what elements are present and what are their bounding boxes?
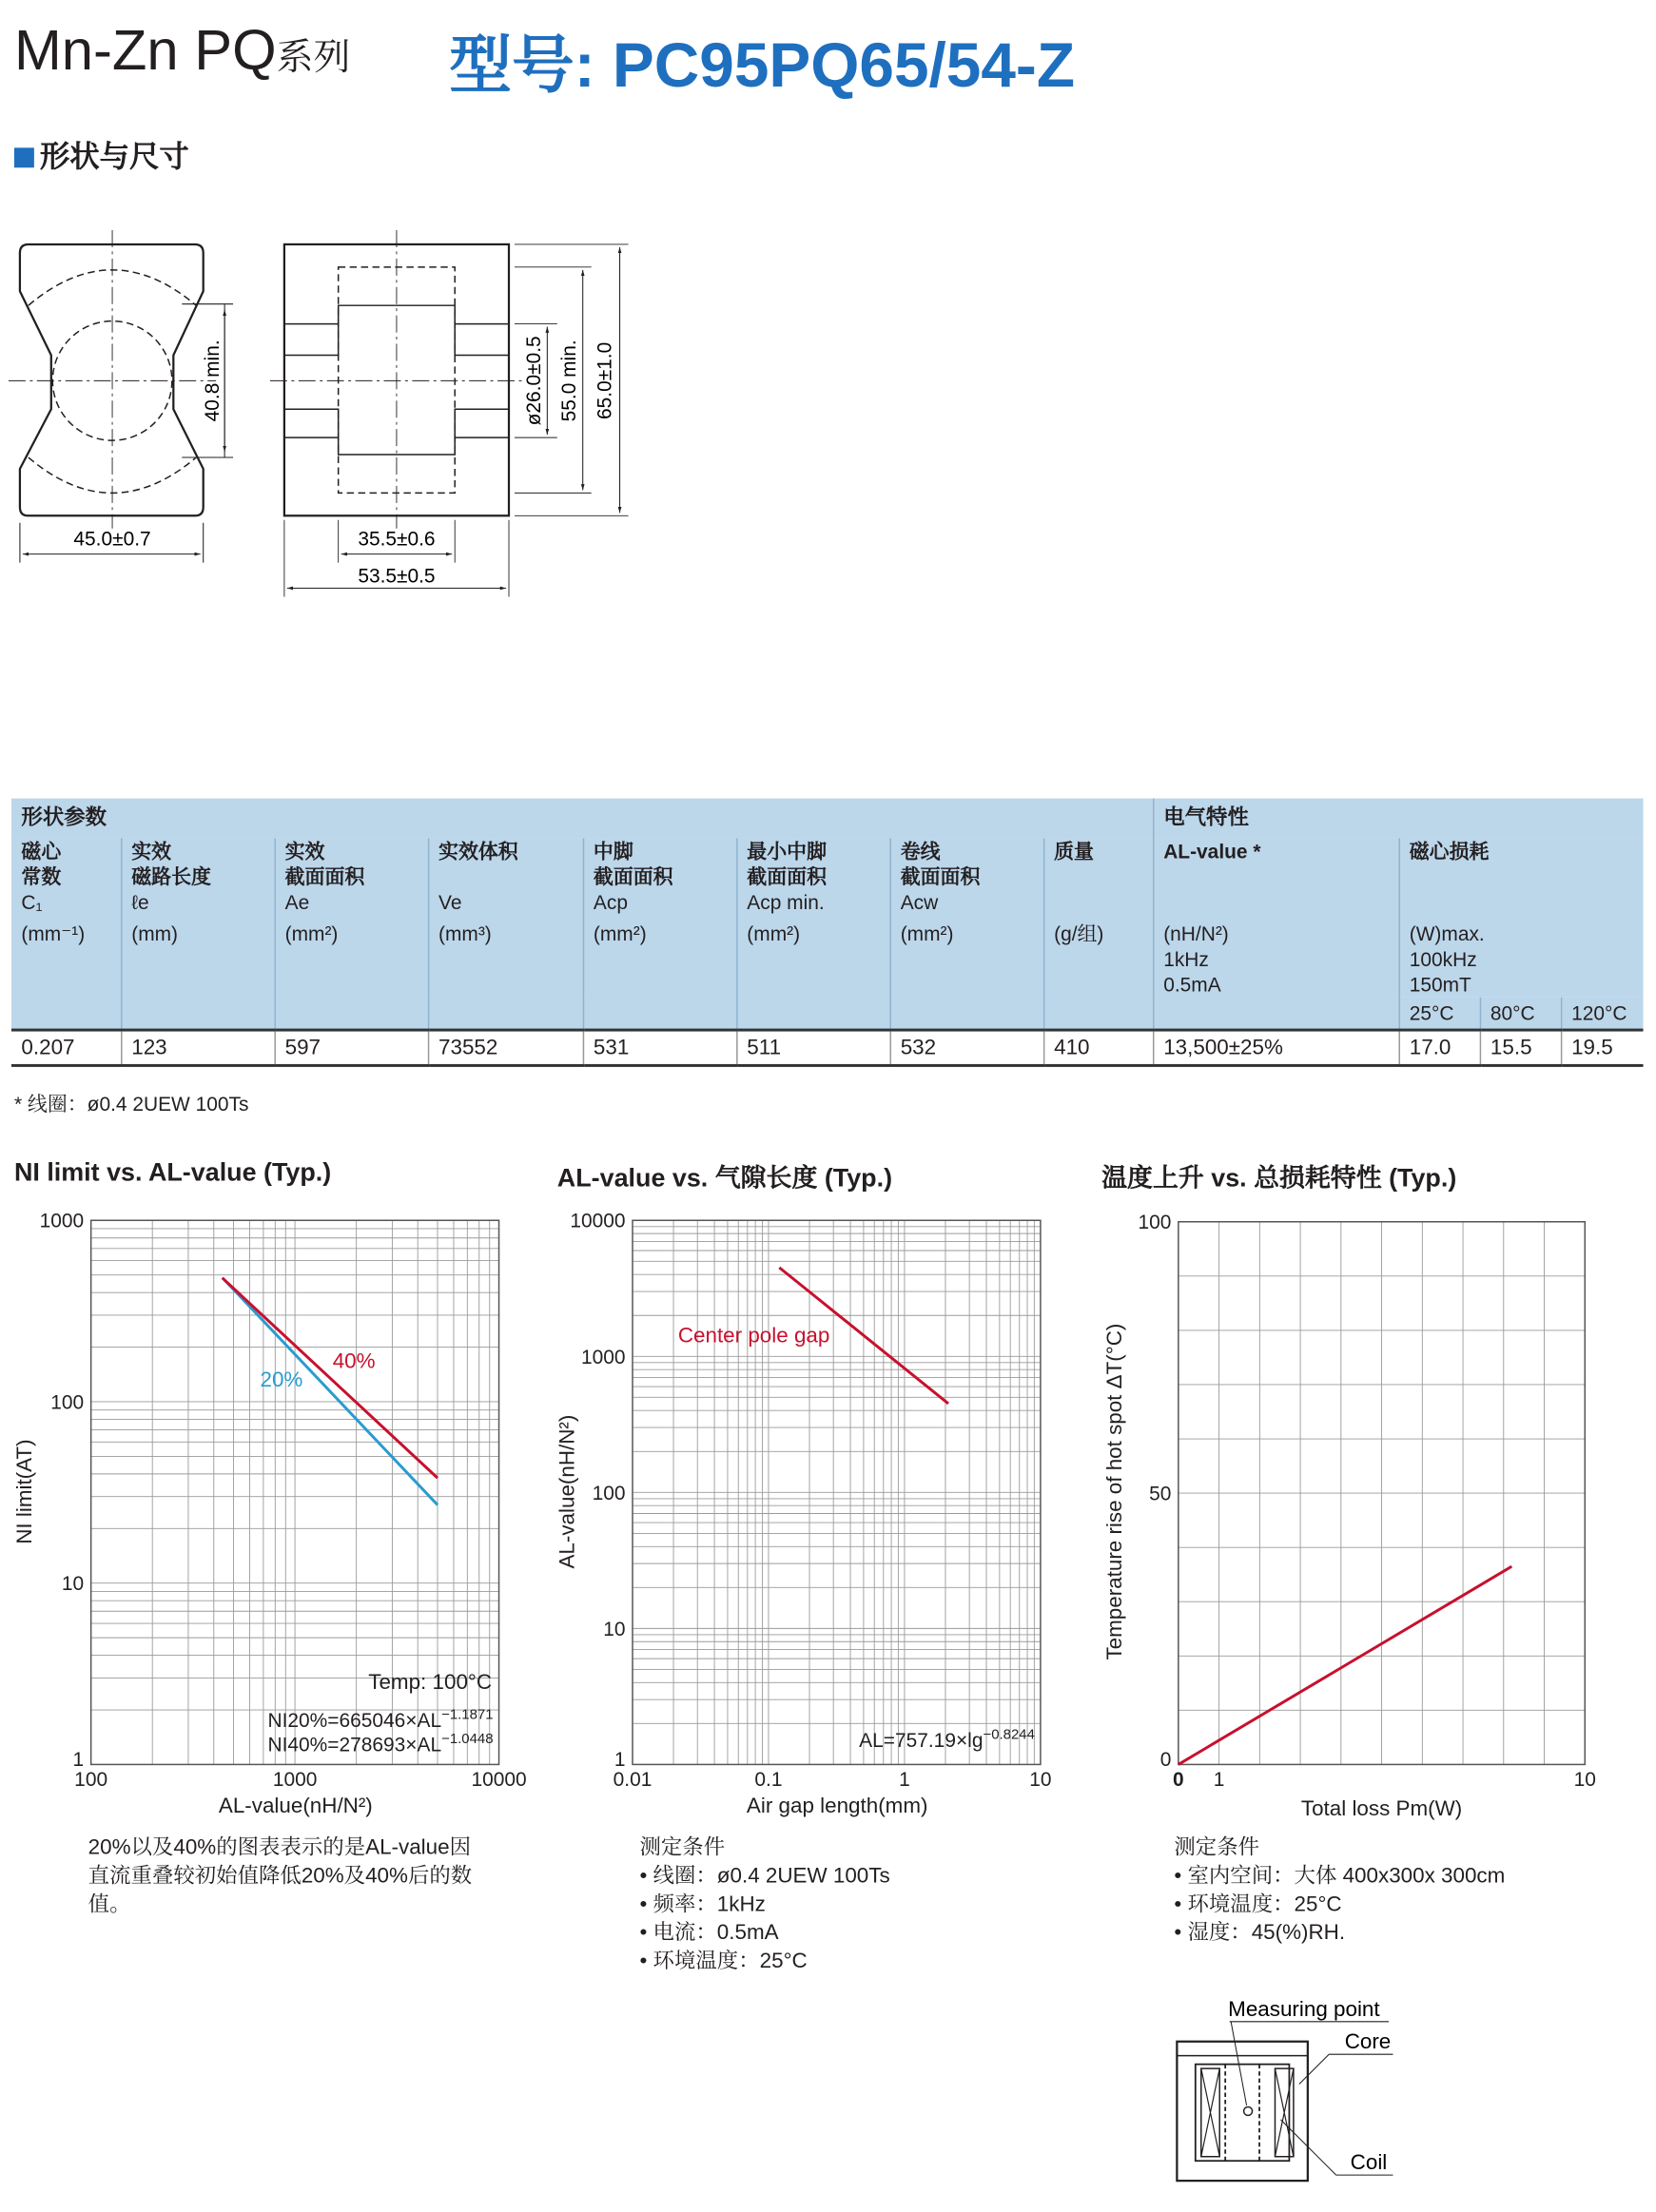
side-view-drawing [9, 230, 233, 563]
equation-20: $NI20\%=665046\times AL^{-1.1871}$ [267, 1707, 494, 1732]
series-name: Mn-Zn PQ [13, 19, 277, 83]
cell-loss-120: 19.5 [1561, 1030, 1644, 1065]
x-tick-label: 0.01 [613, 1768, 653, 1791]
cell-loss-80: 15.5 [1480, 1030, 1561, 1065]
y-tick-label: 1 [72, 1748, 85, 1771]
measuring-point-marker [1244, 2106, 1253, 2115]
series-label-40: 40% [332, 1349, 376, 1374]
series-line--t [1179, 1566, 1511, 1764]
y-tick-label: 10000 [570, 1210, 626, 1232]
chart2-conditions: 测定条件 • 线圈：ø0.4 2UEW 100Ts • 频率：1kHz • 电流：0.5mA • 环境温度：25°C [639, 1835, 890, 1974]
series-suffix: 系列 [276, 35, 351, 79]
cell-acp-min: 511 [736, 1030, 889, 1065]
table-row [11, 1030, 1644, 1065]
group-shape-params: 形状参数 [21, 805, 107, 830]
x-tick-label: 0.1 [754, 1768, 783, 1791]
y-tick-label: 10 [61, 1573, 85, 1596]
cell-loss-25: 17.0 [1399, 1030, 1480, 1065]
y-tick-label: 10 [603, 1618, 626, 1640]
y-tick-label: 1000 [39, 1210, 85, 1232]
dim-label-outer-height: 65.0±1.0 [594, 341, 616, 419]
header-le: 实效 磁路长度 ℓe (mm) [121, 838, 274, 1030]
header-mass: 质量 (g/组) [1043, 838, 1153, 1030]
group-electrical: 电气特性 [1153, 799, 1644, 839]
chart1-note: 20%以及40%的图表表示的是AL-value因 直流重叠较初始值降低20%及40%后的数 值。 [88, 1835, 473, 1917]
cell-al-value: 13,500±25% [1153, 1030, 1399, 1065]
dim-label-pole-dia: ø26.0±0.5 [522, 336, 545, 426]
cell-c1: 0.207 [11, 1030, 121, 1065]
x-tick-label: 10000 [471, 1768, 527, 1791]
y-axis-label: Temperature rise of hot spot ΔT(°C) [1102, 1323, 1127, 1660]
dim-label-inner-height: 55.0 min. [558, 340, 581, 422]
header-acp: 中脚 截面面积 Acp (mm²) [583, 838, 736, 1030]
x-axis-label: Air gap length(mm) [746, 1794, 928, 1818]
header-temp-120: 120°C [1561, 998, 1644, 1030]
header-acw: 卷线 截面面积 Acw (mm²) [889, 838, 1042, 1030]
charts-layer [12, 1211, 1596, 1820]
header-temp-80: 80°C [1480, 998, 1561, 1030]
cell-le: 123 [121, 1030, 274, 1065]
cell-acw: 532 [889, 1030, 1042, 1065]
side-view-outline [20, 244, 204, 515]
y-axis-label: NI limit(AT) [11, 1439, 36, 1544]
y-tick-label: 50 [1149, 1483, 1172, 1505]
section-title: 形状与尺寸 [39, 140, 189, 174]
x-tick-label: 100 [74, 1768, 108, 1791]
x-tick-label: 0 [1173, 1768, 1184, 1791]
temp-annotation: Temp: 100°C [368, 1670, 493, 1696]
header-ae: 实效 截面面积 Ae (mm²) [274, 838, 427, 1030]
header-ve: 实效体积 Ve (mm³) [428, 838, 583, 1030]
header-core-loss: 磁心损耗 (W)max. 100kHz 150mT [1399, 838, 1644, 997]
series-line-20- [224, 1280, 438, 1505]
x-tick-label: 1 [1213, 1768, 1225, 1791]
equation-al: $AL=757.19\times\lg^{-0.8244}$ [859, 1727, 1035, 1752]
chart3-title: 温度上升 vs. 总损耗特性 (Typ.) [1101, 1163, 1457, 1193]
header-c1: 磁心 常数 C₁ (mm⁻¹) [21, 839, 86, 945]
cell-acp: 531 [583, 1030, 736, 1065]
x-axis-label: Total loss Pm(W) [1300, 1796, 1463, 1821]
y-tick-label: 100 [592, 1482, 626, 1504]
y-tick-label: 1 [614, 1748, 626, 1771]
header-temp-25: 25°C [1399, 998, 1480, 1030]
core-label: Core [1344, 2029, 1392, 2054]
header-acp-min: 最小中脚 截面面积 Acp min. (mm²) [736, 838, 889, 1030]
series-label-20: 20% [260, 1368, 303, 1393]
x-tick-label: 10 [1029, 1768, 1052, 1791]
equation-40: $NI40\%=278693\times AL^{-1.0448}$ [267, 1732, 494, 1756]
centerlines [9, 230, 216, 529]
dim-label-inner-width: 35.5±0.6 [358, 528, 436, 551]
y-tick-label: 100 [50, 1391, 85, 1414]
y-tick-label: 0 [1159, 1748, 1172, 1771]
cell-ae: 597 [274, 1030, 427, 1065]
y-tick-label: 100 [1138, 1212, 1172, 1234]
spec-table [11, 799, 1644, 1067]
model-title: 型号: PC95PQ65/54-Z [449, 30, 1075, 102]
x-axis-label: AL-value(nH/N²) [218, 1794, 373, 1818]
header-al-value: AL-value * (nH/N²) 1kHz 0.5mA [1153, 838, 1399, 1030]
x-tick-label: 10 [1573, 1768, 1596, 1791]
chart2-title: AL-value vs. 气隙长度 (Typ.) [556, 1163, 893, 1193]
footnote: * 线圈：ø0.4 2UEW 100Ts [13, 1092, 249, 1116]
y-tick-label: 1000 [581, 1346, 626, 1368]
dim-label-side-width: 45.0±0.7 [73, 528, 151, 551]
dim-label-side-height: 40.8 min. [202, 340, 224, 422]
chart3-conditions: 测定条件 • 室内空间：大体 400x300x 300cm • 环境温度：25°C • 湿度：45(%)RH. [1174, 1835, 1506, 1946]
x-tick-label: 1 [899, 1768, 910, 1791]
series-label-center-pole-gap: Center pole gap [677, 1324, 830, 1349]
coil-label: Coil [1350, 2150, 1388, 2175]
cell-ve: 73552 [428, 1030, 583, 1065]
measuring-point-label: Measuring point [1228, 1996, 1380, 2021]
chart1-title: NI limit vs. AL-value (Typ.) [13, 1157, 332, 1187]
table-header-row [11, 838, 1644, 997]
x-tick-label: 1000 [272, 1768, 318, 1791]
dim-label-outer-width: 53.5±0.5 [358, 565, 436, 588]
series-line-40- [223, 1278, 438, 1478]
y-axis-label: AL-value(nH/N²) [555, 1414, 579, 1569]
cell-mass: 410 [1043, 1030, 1153, 1065]
